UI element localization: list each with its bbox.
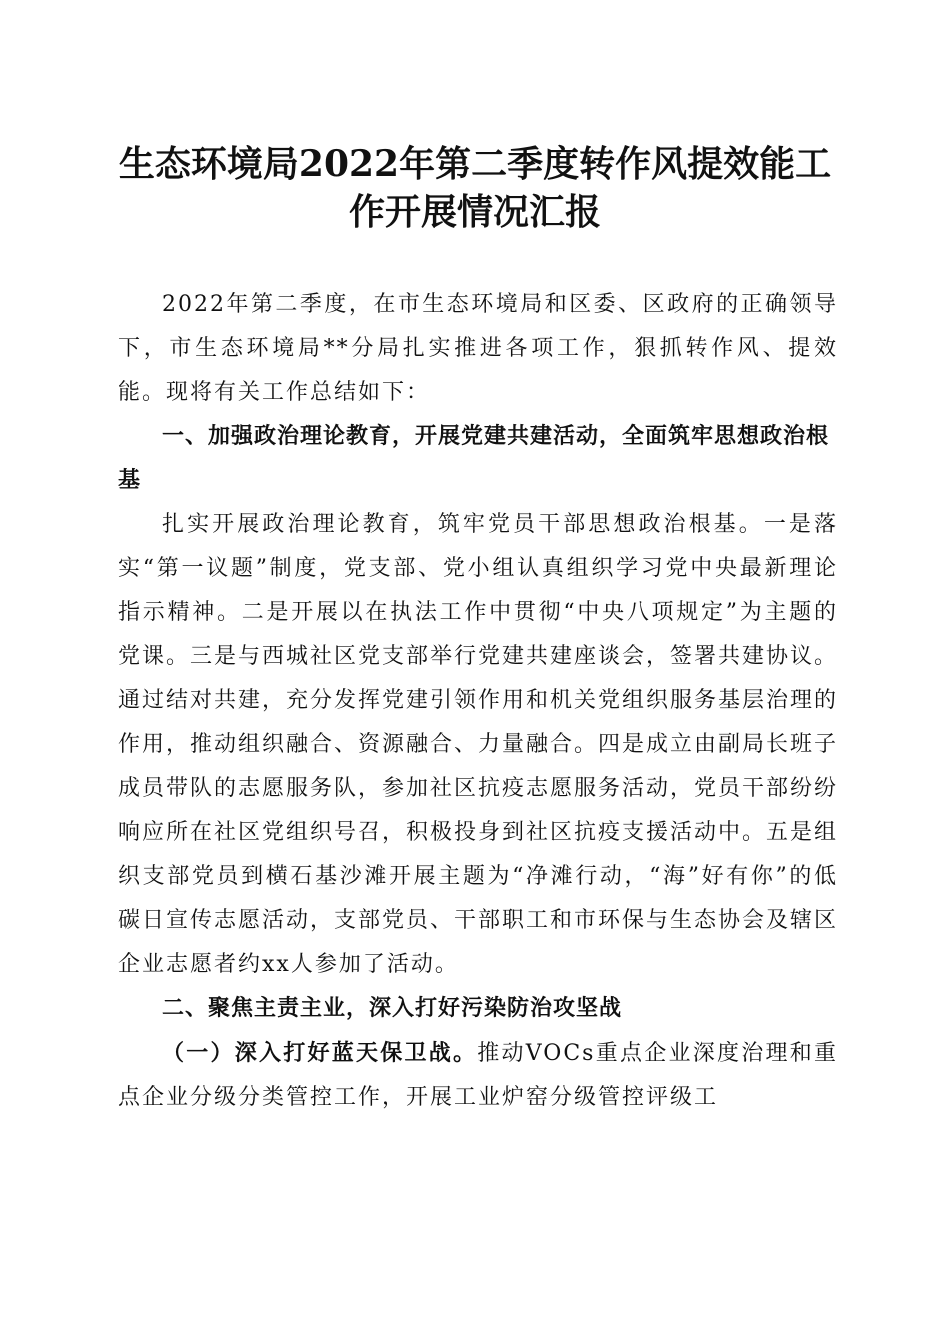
title-line-2: 作开展情况汇报 bbox=[348, 191, 601, 233]
page-title bbox=[110, 140, 840, 236]
title-line-1: 生态环境局2022年第二季度转作风提效能工 bbox=[118, 143, 832, 185]
section-2-sub-1-paragraph bbox=[118, 1031, 838, 1120]
section-2-sub-1-text: 推动VOCs重点企业深度治理和重点企业分级分类管控工作，开展工业炉窑分级管控评级工 bbox=[118, 1041, 838, 1110]
section-1-paragraph: 扎实开展政治理论教育，筑牢党员干部思想政治根基。一是落实“第一议题”制度，党支部、党小组认真组织学习党中央最新理论指示精神。二是开展以在执法工作中贯彻“中央八项规定”为主题的党课。三是与西城社区党支部举行党建共建座谈会，签署共建协议。通过结对共建，充分发挥党建引领作用和机关党组织服务基层治理的作用，推动组织融合、资源融合、力量融合。四是成立由副局长班子成员带队的志愿服务队，参加社区抗疫志愿服务活动，党员干部纷纷响应所在社区党组织号召，积极投身到社区抗疫支援活动中。五是组织支部党员到横石基沙滩开展主题为“净滩行动，“海”好有你”的低碳日宣传志愿活动，支部党员、干部职工和市环保与生态协会及辖区企业志愿者约xx人参加了活动。 bbox=[118, 512, 839, 977]
section-2-heading: 二、聚焦主责主业，深入打好污染防治攻坚战 bbox=[162, 996, 623, 1021]
intro-paragraph: 2022年第二季度，在市生态环境局和区委、区政府的正确领导下，市生态环境局**分局扎实推进各项工作，狠抓转作风、提效能。现将有关工作总结如下： bbox=[118, 292, 838, 405]
section-1-heading: 一、加强政治理论教育，开展党建共建活动，全面筑牢思想政治根基 bbox=[118, 424, 830, 493]
document-body bbox=[118, 283, 838, 1120]
section-2-sub-1-heading: （一）深入打好蓝天保卫战。 bbox=[162, 1040, 478, 1066]
